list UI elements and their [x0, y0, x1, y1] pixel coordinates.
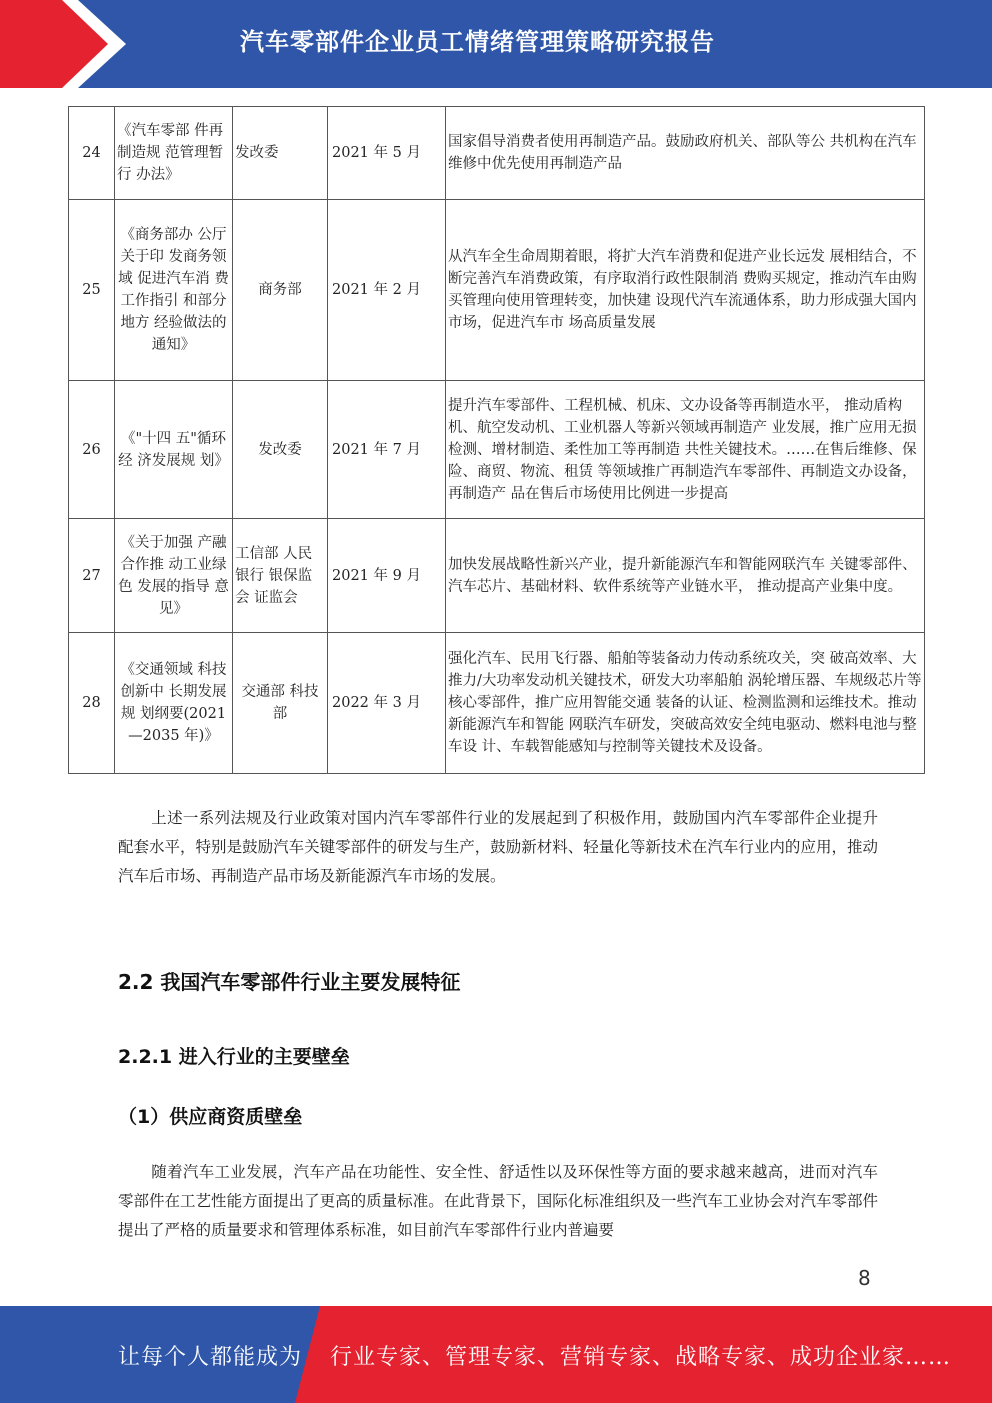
- subsection-heading-1: （1）供应商资质壁垒: [118, 1106, 303, 1128]
- issuing-org: 工信部 人民银行 银保监会 证监会: [233, 519, 328, 633]
- report-title: 汽车零部件企业员工情绪管理策略研究报告: [240, 28, 715, 56]
- policy-name: 《商务部办 公厅关于印 发商务领域 促进汽车消 费工作指引 和部分地方 经验做法的 通知》: [115, 200, 233, 381]
- page-footer: [0, 1306, 992, 1403]
- header-decoration-red-front: [0, 0, 112, 88]
- policy-description: 国家倡导消费者使用再制造产品。鼓励政府机关、部队等公 共机构在汽车维修中优先使用再制造产品: [446, 107, 925, 200]
- paragraph-text: 上述一系列法规及行业政策对国内汽车零部件行业的发展起到了积极作用，鼓励国内汽车零部件企业提升配套水平，特别是鼓励汽车关键零部件的研发与生产，鼓励新材料、轻量化等新技术在汽车行业内的应用，推动汽车后市场、再制造产品市场及新能源汽车市场的发展。: [118, 809, 878, 885]
- issue-date: 2022 年 3 月: [328, 633, 446, 774]
- page-number: 8: [858, 1266, 871, 1290]
- row-number: 25: [69, 200, 115, 381]
- issuing-org: 商务部: [233, 200, 328, 381]
- paragraph-text: 随着汽车工业发展，汽车产品在功能性、安全性、舒适性以及环保性等方面的要求越来越高，进而对汽车零部件在工艺性能方面提出了更高的质量标准。在此背景下，国际化标准组织及一些汽车工业协会对汽车零部件提出了严格的质量要求和管理体系标准，如目前汽车零部件行业内普遍要: [118, 1163, 878, 1239]
- policy-description: 加快发展战略性新兴产业，提升新能源汽车和智能网联汽车 关键零部件、汽车芯片、基础材料、软件系统等产业链水平， 推动提高产业集中度。: [446, 519, 925, 633]
- section-heading-2-2-1: 2.2.1 进入行业的主要壁垒: [118, 1046, 350, 1068]
- section-heading-2-2: 2.2 我国汽车零部件行业主要发展特征: [118, 970, 461, 994]
- issuing-org: 发改委: [233, 107, 328, 200]
- table-row: [69, 381, 925, 519]
- body-paragraph: [118, 804, 878, 891]
- row-number: 26: [69, 381, 115, 519]
- issue-date: 2021 年 2 月: [328, 200, 446, 381]
- page-header: [0, 0, 992, 88]
- policy-description: 提升汽车零部件、工程机械、机床、文办设备等再制造水平， 推动盾构机、航空发动机、工业机器人等新兴领域再制造产 业发展，推广应用无损检测、增材制造、柔性加工等再制造 共性关键技术。……在售后维修、保险、商贸、物流、租赁 等领域推广再制造汽车零部件、再制造文办设备，再制造产 品在售后市场使用比例进一步提高: [446, 381, 925, 519]
- policy-name: 《汽车零部 件再制造规 范管理暂行 办法》: [115, 107, 233, 200]
- issuing-org: 交通部 科技部: [233, 633, 328, 774]
- table-row: [69, 519, 925, 633]
- row-number: 28: [69, 633, 115, 774]
- footer-slogan-left: 让每个人都能成为: [118, 1345, 303, 1370]
- table-row: [69, 200, 925, 381]
- table-row: [69, 107, 925, 200]
- issue-date: 2021 年 5 月: [328, 107, 446, 200]
- policy-name: 《关于加强 产融合作推 动工业绿色 发展的指导 意见》: [115, 519, 233, 633]
- footer-slogan-right: 行业专家、管理专家、营销专家、战略专家、成功企业家……: [330, 1345, 952, 1370]
- issue-date: 2021 年 9 月: [328, 519, 446, 633]
- policy-name: 《交通领域 科技创新中 长期发展规 划纲要(2021—2035 年)》: [115, 633, 233, 774]
- issue-date: 2021 年 7 月: [328, 381, 446, 519]
- row-number: 27: [69, 519, 115, 633]
- table-row: [69, 633, 925, 774]
- policy-description: 强化汽车、民用飞行器、船舶等装备动力传动系统攻关，突 破高效率、大推力/大功率发动机关键技术，研发大功率船舶 涡轮增压器、车规级芯片等核心零部件，推广应用智能交通 装备的认证、检测监测和运维技术。推动新能源汽车和智能 网联汽车研发，突破高效安全纯电驱动、燃料电池与整车设 计、车载智能感知与控制等关键技术及设备。: [446, 633, 925, 774]
- row-number: 24: [69, 107, 115, 200]
- body-paragraph: [118, 1158, 878, 1245]
- policy-name: 《"十四 五"循环经 济发展规 划》: [115, 381, 233, 519]
- policy-description: 从汽车全生命周期着眼，将扩大汽车消费和促进产业长远发 展相结合，不断完善汽车消费政策，有序取消行政性限制消 费购买规定，推动汽车由购买管理向使用管理转变，加快建 设现代汽车流通体系，助力形成强大国内市场，促进汽车市 场高质量发展: [446, 200, 925, 381]
- issuing-org: 发改委: [233, 381, 328, 519]
- policy-table: [68, 106, 925, 774]
